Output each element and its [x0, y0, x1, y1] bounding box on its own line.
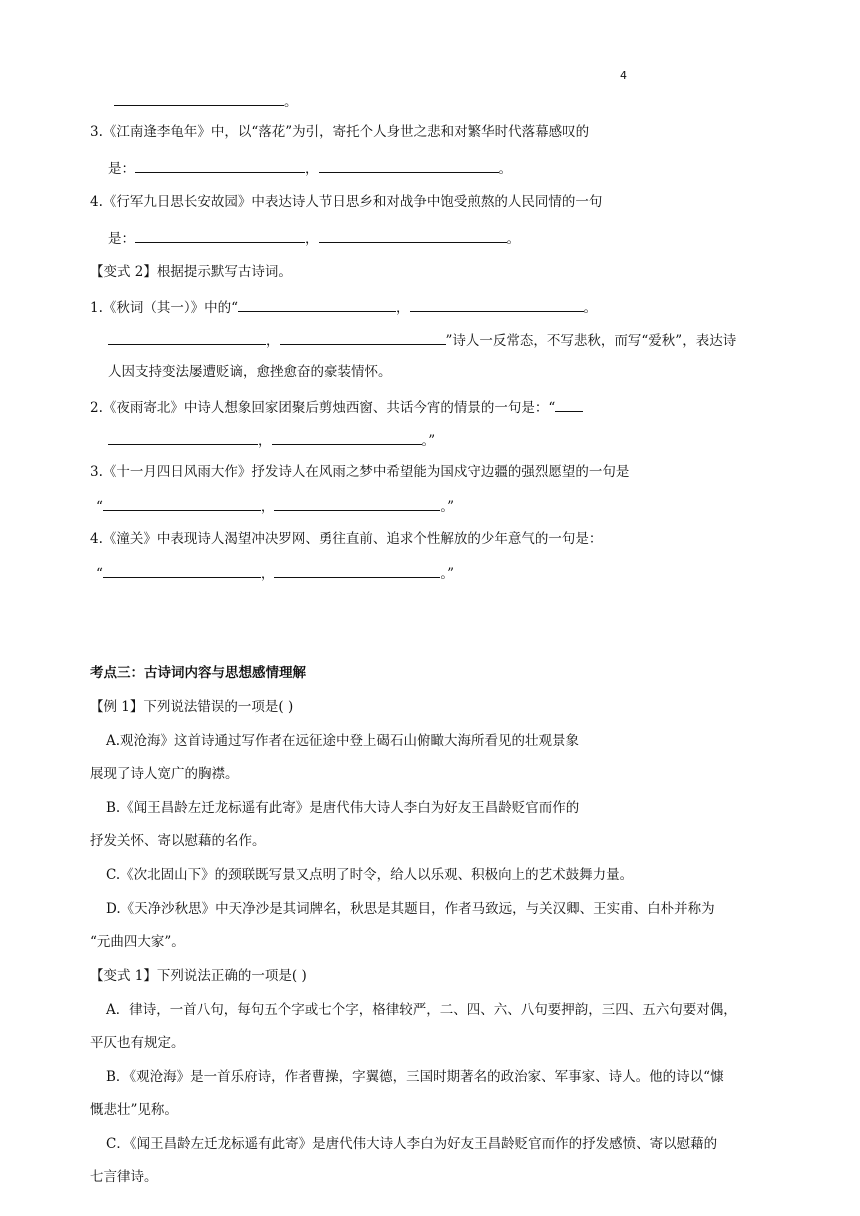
answer-blank[interactable] — [410, 296, 584, 312]
example-1-option-a-line-2: 展现了诗人宽广的胸襟。 — [90, 766, 239, 782]
variant-2-item-1-line-1 — [90, 296, 597, 318]
example-1-option-d-line-2: “元曲四大家”。 — [90, 934, 185, 950]
punct: ， — [266, 333, 280, 349]
variant-2-item-1-line-3: 人因支持变法屡遭贬谪，愈挫愈奋的豪装情怀。 — [108, 364, 392, 380]
example-1-option-d-line-1: D.《天净沙秋思》中天净沙是其词牌名，秋思是其题目，作者马致远，与关汉卿、王实甫、白朴并称为 — [106, 901, 715, 917]
punct: 。” — [421, 433, 436, 449]
answer-blank[interactable] — [280, 329, 446, 345]
answer-lead: 是： — [108, 161, 135, 177]
variant-2-item-4-line-2 — [96, 562, 454, 584]
answer-blank[interactable] — [238, 296, 396, 312]
answer-blank[interactable] — [114, 90, 284, 106]
variant-2-item-3-line-2 — [96, 495, 454, 517]
punct: ， — [258, 433, 272, 449]
question-4-prompt: 4.《行军九日思长安故园》中表达诗人节日思乡和对战争中饱受煎熬的人民同情的一句 — [90, 194, 603, 210]
punct: “ — [96, 566, 103, 582]
punct: ， — [260, 499, 275, 515]
question-4-answer-line — [108, 227, 520, 249]
question-3-answer-line — [108, 157, 512, 179]
answer-blank[interactable] — [135, 157, 305, 173]
answer-blank[interactable] — [103, 495, 261, 511]
variant-2-item-1-line-2 — [108, 329, 736, 351]
variant-2-header: 【变式 2】根据提示默写古诗词。 — [90, 264, 292, 280]
variant-1-option-b-line-2: 慨悲壮”见称。 — [90, 1102, 178, 1118]
answer-blank[interactable] — [108, 429, 258, 445]
continuation-line — [114, 90, 298, 112]
answer-blank[interactable] — [135, 227, 305, 243]
variant-2-item-2-line-2 — [108, 429, 435, 451]
answer-blank[interactable] — [108, 329, 266, 345]
answer-blank[interactable] — [272, 429, 422, 445]
punct: 。” — [440, 499, 455, 515]
section-3-title: 考点三：古诗词内容与思想感情理解 — [90, 665, 306, 681]
answer-blank[interactable] — [319, 227, 507, 243]
question-3-prompt: 3.《江南逢李龟年》中，以“落花”为引，寄托个人身世之悲和对繁华时代落幕感叹的 — [90, 124, 590, 140]
example-1-option-a-line-1: A.观沧海》这首诗通过写作者在远征途中登上碣石山俯瞰大海所看见的壮观景象 — [106, 733, 580, 749]
item-note: ”诗人一反常态，不写悲秋，而写“爱秋”，表达诗 — [445, 333, 737, 349]
punct: 。 — [284, 94, 298, 110]
variant-2-item-4-line-1: 4.《潼关》中表现诗人渴望冲决罗网、勇往直前、追求个性解放的少年意气的一句是： — [90, 531, 603, 547]
page-number: 4 — [620, 69, 627, 82]
answer-blank[interactable] — [274, 562, 440, 578]
punct: ， — [260, 566, 275, 582]
answer-blank[interactable] — [103, 562, 261, 578]
variant-1-option-a-line-1: A．律诗，一首八句，每句五个字或七个字，格律较严，二、四、六、八句要押韵，三四、五六句要对偶， — [106, 1002, 737, 1018]
variant-1-question: 【变式 1】下列说法正确的一项是( ) — [90, 968, 307, 984]
answer-lead: 是： — [108, 231, 135, 247]
variant-1-option-c-line-2: 七言律诗。 — [90, 1169, 158, 1185]
punct: ， — [305, 231, 319, 247]
example-1-question: 【例 1】下列说法错误的一项是( ) — [90, 699, 294, 715]
item-prompt: 2.《夜雨寄北》中诗人想象回家团聚后剪烛西窗、共话今宵的情景的一句是：“ — [90, 400, 556, 416]
punct: 。” — [440, 566, 455, 582]
example-1-option-c: C.《次北固山下》的颈联既写景又点明了时令，给人以乐观、积极向上的艺术鼓舞力量。 — [106, 867, 634, 883]
variant-1-option-c-line-1: C．《闻王昌龄左迁龙标遥有此寄》是唐代伟大诗人李白为好友王昌龄贬官而作的抒发感愤、寄以慰藉的 — [106, 1136, 718, 1152]
punct: ， — [396, 300, 410, 316]
example-1-option-b-line-1: B.《闻王昌龄左迁龙标遥有此寄》是唐代伟大诗人李白为好友王昌龄贬官而作的 — [106, 800, 580, 816]
example-1-option-b-line-2: 抒发关怀、寄以慰藉的名作。 — [90, 833, 266, 849]
variant-1-option-a-line-2: 平仄也有规定。 — [90, 1035, 185, 1051]
answer-blank[interactable] — [555, 396, 583, 412]
punct: “ — [96, 499, 103, 515]
variant-2-item-2-line-1 — [90, 396, 583, 418]
answer-blank[interactable] — [319, 157, 499, 173]
punct: ， — [305, 161, 319, 177]
punct: 。 — [506, 231, 520, 247]
variant-1-option-b-line-1: B．《观沧海》是一首乐府诗，作者曹操，字翼德，三国时期著名的政治家、军事家、诗人。他的诗以“慷 — [106, 1069, 724, 1085]
item-prompt: 1.《秋词（其一）》中的“ — [90, 300, 239, 316]
answer-blank[interactable] — [274, 495, 440, 511]
variant-2-item-3-line-1: 3.《十一月四日风雨大作》抒发诗人在风雨之梦中希望能为国戍守边疆的强烈愿望的一句是 — [90, 464, 630, 480]
punct: 。 — [498, 161, 512, 177]
punct: 。 — [583, 300, 598, 316]
